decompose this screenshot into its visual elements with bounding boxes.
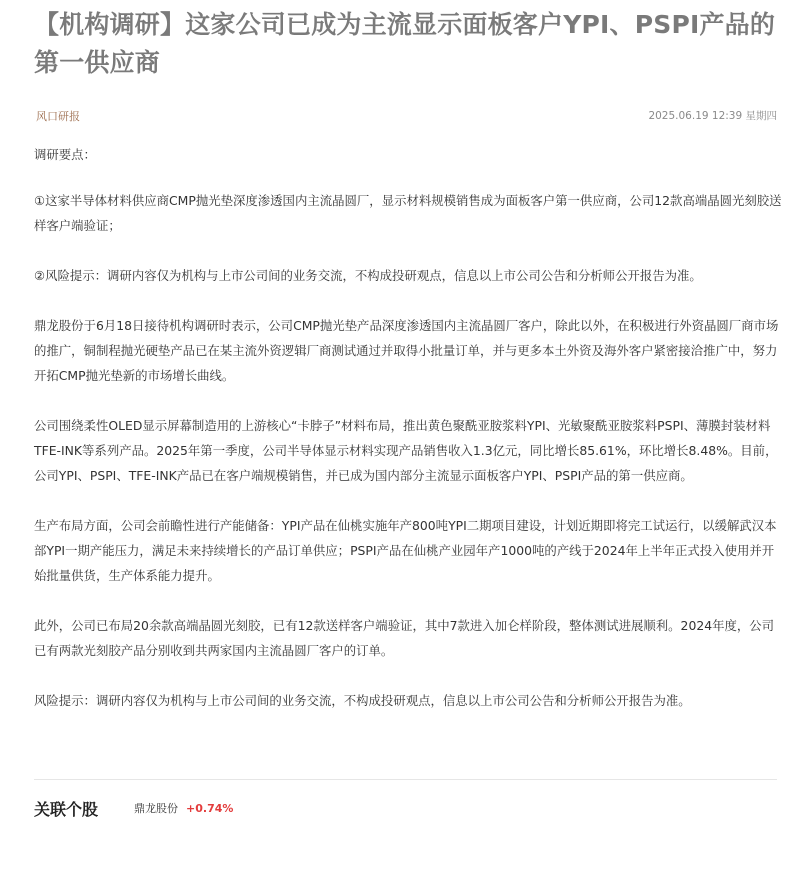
article-paragraph: 生产布局方面，公司会前瞻性进行产能储备：YPI产品在仙桃实施年产800吨YPI二期项目建设，计划近期即将完工试运行，以缓解武汉本部YPI一期产能压力，满足未来持续增长的产品订单供应；PSPI产品在仙桃产业园年产1000吨的产线于2024年上半年正式投入使用并开始批量供货，生产体系能力提升。 bbox=[34, 518, 777, 583]
risk-warning: 风险提示：调研内容仅为机构与上市公司间的业务交流，不构成投研观点，信息以上市公司公告和分析师公开报告为准。 bbox=[34, 693, 691, 708]
section-divider bbox=[34, 779, 777, 780]
article-body bbox=[34, 142, 783, 738]
article-paragraph: ②风险提示：调研内容仅为机构与上市公司间的业务交流，不构成投研观点，信息以上市公司公告和分析师公开报告为准。 bbox=[34, 268, 702, 283]
article-paragraph: 鼎龙股份于6月18日接待机构调研时表示，公司CMP抛光垫产品深度渗透国内主流晶圆厂客户，除此以外，在积极进行外资晶圆厂商市场的推广，铜制程抛光硬垫产品已在某主流外资逻辑厂商测试通过并取得小批量订单，并与更多本土外资及海外客户紧密接洽推广中，努力开拓CMP抛光垫新的市场增长曲线。 bbox=[34, 318, 779, 383]
related-stock-name[interactable]: 鼎龙股份 bbox=[134, 802, 179, 815]
article-paragraph: 此外，公司已布局20余款高端晶圆光刻胶，已有12款送样客户端验证，其中7款进入加仑样阶段，整体测试进展顺利。2024年度，公司已有两款光刻胶产品分别收到共两家国内主流晶圆厂客户的订单。 bbox=[34, 618, 775, 658]
research-summary-heading: 调研要点： bbox=[34, 147, 96, 162]
related-stock-change[interactable]: +0.74% bbox=[186, 801, 234, 815]
article-paragraph: ①这家半导体材料供应商CMP抛光垫深度渗透国内主流晶圆厂，显示材料规模销售成为面板客户第一供应商，公司12款高端晶圆光刻胶送样客户端验证； bbox=[34, 193, 782, 233]
related-stocks-title: 关联个股 bbox=[34, 799, 99, 819]
article-paragraph: 公司围绕柔性OLED显示屏幕制造用的上游核心“卡脖子”材料布局，推出黄色聚酰亚胺浆料YPI、光敏聚酰亚胺浆料PSPI、薄膜封装材料TFE-INK等系列产品。2025年第一季度，公司半导体显示材料实现产品销售收入1.3亿元，同比增长85.61%，环比增长8.48%。目前，公司YPI、PSPI、TFE-INK产品已在客户端规模销售，并已成为国内部分主流显示面板客户YPI、PSPI产品的第一供应商。 bbox=[34, 418, 778, 483]
article-title: 【机构调研】这家公司已成为主流显示面板客户YPI、PSPI产品的第一供应商 bbox=[34, 10, 776, 77]
article-datetime: 2025.06.19 12:39 星期四 bbox=[648, 110, 777, 122]
article-meta bbox=[36, 108, 777, 126]
article-source[interactable]: 风口研报 bbox=[36, 110, 80, 123]
related-stocks bbox=[34, 795, 233, 821]
